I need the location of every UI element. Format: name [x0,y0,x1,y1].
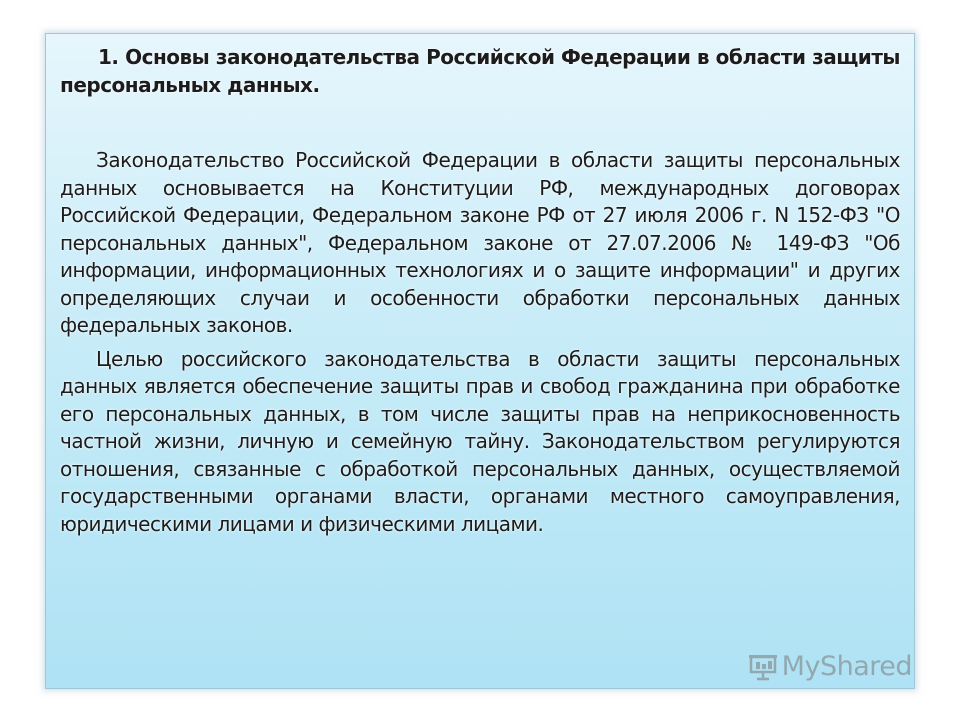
text-panel [45,33,915,689]
watermark-text: MyShared [781,651,912,682]
paragraph-legislation-goal: Целью российского законодательства в области защиты персональных данных является обеспечение защиты прав и свобод гражданина при обработке его персональных данных, в том числе защиты прав на неприкосновенность частной жизни, личную и семейную тайну. Законодательством регулируются отношения, связанные с обработкой персональных данных, осуществляемой государственными органами власти, органами местного самоуправления, юридическими лицами и физическими лицами. [60,346,900,536]
paragraph-legislation-basis: Законодательство Российской Федерации в области защиты персональных данных основывается на Конституции РФ, международных договорах Российской Федерации, Федеральном законе РФ от 27 июля 2006 г. N 152-ФЗ "О персональных данных", Федеральном законе от 27.07.2006 № 149-ФЗ "Об информации, информационных технологиях и о защите информации" и других определяющих случаи и особенности обработки персональных данных федеральных законов. [60,148,900,337]
presentation-board-icon [748,653,778,681]
watermark [748,651,912,682]
slide-content [60,44,900,538]
section-heading: 1. Основы законодательства Российской Федерации в области защиты персональных данных. [60,45,900,97]
